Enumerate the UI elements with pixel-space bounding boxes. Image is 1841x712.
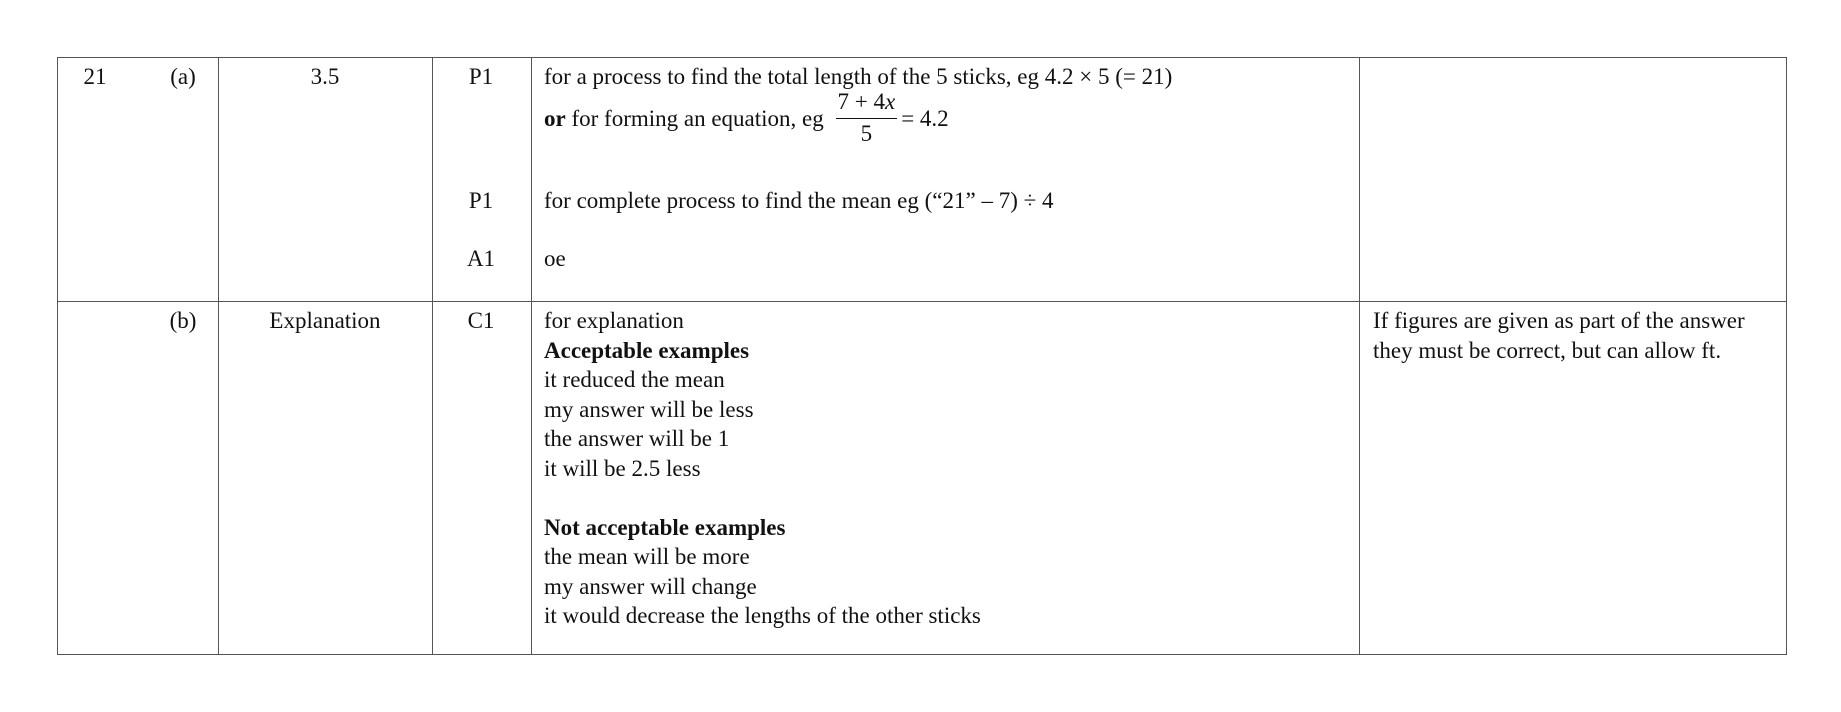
guidance-block	[544, 306, 1364, 631]
question-number: 21	[83, 64, 107, 89]
mark-code: P1	[468, 188, 494, 213]
guidance-p1-second: for complete process to find the mean eg (“21” – 7) ÷ 4	[544, 188, 1054, 213]
equation-rhs: = 4.2	[901, 106, 949, 131]
mark-code: P1	[468, 64, 494, 89]
table-row-part-a	[58, 58, 1786, 302]
table-row-part-b	[58, 302, 1786, 654]
part-label: (b)	[169, 308, 197, 333]
acceptable-example: it reduced the mean	[544, 367, 725, 392]
not-acceptable-example: the mean will be more	[544, 544, 750, 569]
mark-code: C1	[467, 308, 495, 333]
acceptable-example: my answer will be less	[544, 396, 754, 422]
equation-prefix: for forming an equation, eg	[571, 106, 824, 131]
fraction-numerator: 7 + 4x	[836, 89, 898, 119]
equation-fraction	[836, 89, 898, 148]
part-label: (a)	[170, 64, 196, 89]
mark-code: A1	[466, 246, 496, 271]
additional-guidance-note: If figures are given as part of the answer they must be correct, but can allow ft.	[1373, 308, 1745, 363]
guidance-equation-line	[544, 90, 1364, 150]
not-acceptable-heading: Not acceptable examples	[544, 514, 786, 540]
answer-value: 3.5	[310, 64, 340, 89]
answer-value: Explanation	[269, 308, 381, 333]
not-acceptable-example: it would decrease the lengths of the other sticks	[544, 603, 981, 628]
spacer	[544, 483, 1364, 513]
not-acceptable-example: my answer will change	[544, 573, 757, 599]
acceptable-example: it will be 2.5 less	[544, 455, 701, 481]
fraction-denominator: 5	[860, 121, 873, 147]
mark-scheme-table	[57, 57, 1787, 655]
acceptable-example: the answer will be 1	[544, 426, 730, 451]
guidance-p1-line: for a process to find the total length of the 5 sticks, eg 4.2 × 5 (= 21)	[544, 64, 1173, 89]
guidance-intro: for explanation	[544, 308, 684, 333]
guidance-a1: oe	[544, 246, 566, 271]
or-keyword: or	[544, 106, 566, 131]
acceptable-heading: Acceptable examples	[544, 337, 750, 363]
